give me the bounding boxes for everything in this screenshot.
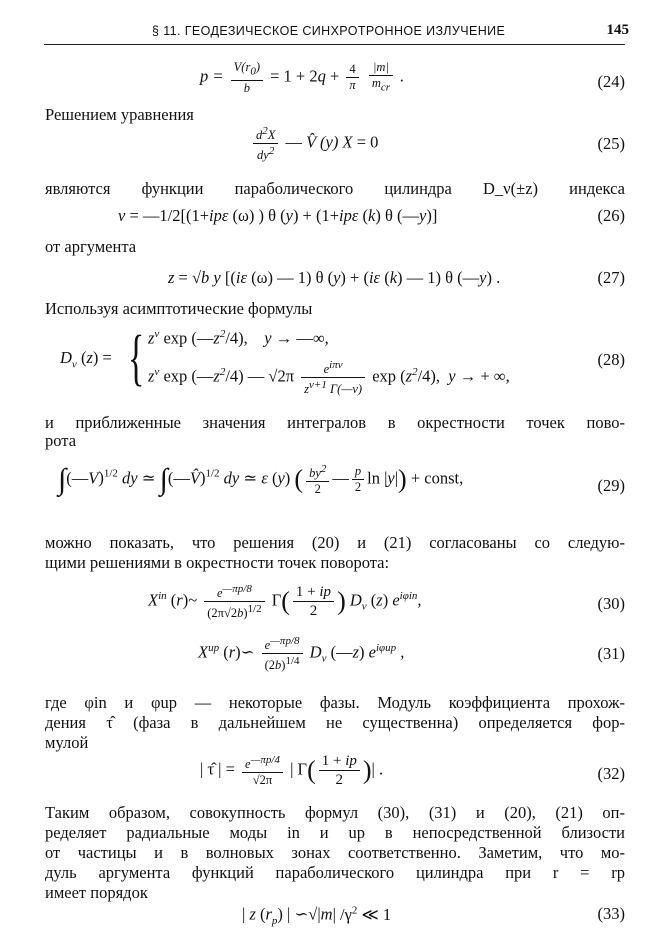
header-title: § 11. ГЕОДЕЗИЧЕСКОЕ СИНХРОТРОННОЕ ИЗЛУЧЕНИЕ (152, 24, 506, 38)
eq-number-25: (25) (597, 134, 625, 153)
equation-32: | τ̂ | = $\frac{e^{—\pi p/4}}{√2\pi}$ | Γ( $\frac{1 + ip}{2}$ )| . (200, 753, 384, 788)
paragraph-text: Таким образом, совокупность формул (30), (31) и (20), (21) оп- (45, 803, 625, 822)
running-header (44, 20, 629, 45)
paragraph-text: щими решениями в окрестности точек поворота: (45, 553, 390, 572)
eq-number-26: (26) (597, 206, 625, 225)
equation-27: z = √b y [(iε (ω) — 1) θ (y) + (iε (k) — 1) θ (—y) . (168, 268, 501, 287)
eq-number-28: (28) (597, 350, 625, 369)
eq-number-24: (24) (597, 72, 625, 91)
equation-26: ν = —1/2[(1+ipε (ω) ) θ (y) + (1+ipε (k) θ (—y)] (118, 206, 438, 225)
eq-number-30: (30) (597, 594, 625, 613)
brace-symbol: { (128, 324, 145, 392)
paragraph-text: где φin и φup — некоторые фазы. Модуль коэффициента прохож- (45, 693, 625, 712)
paragraph-text: дуль аргумента функций параболического цилиндра при r = rp (45, 863, 625, 882)
eq-number-33: (33) (597, 904, 625, 923)
equation-31: $X^{up}$ (r)∽ $\frac{e^{—\pi p/8}}{(2b)^{1/4}}$ $D_\nu$ (—z) $e^{i\varphi up}$ , (198, 635, 405, 673)
page-number: 145 (606, 22, 629, 38)
paragraph-text: Решением уравнения (45, 105, 194, 124)
eq-number-32: (32) (597, 764, 625, 783)
eq-number-27: (27) (597, 268, 625, 287)
paragraph-text: от аргумента (45, 237, 137, 256)
paragraph-text: ределяет радиальные моды in и up в непосредственной близости (45, 823, 625, 842)
paragraph-text: являются функции параболического цилиндра D_ν(±z) индекса (45, 179, 625, 198)
equation-29: ∫(—V)$^{1/2}$ dy ≃ ∫(—V̂)$^{1/2}$ dy ≃ ε (y) ( $\frac{by^2}{2}$ — $\frac{p}{2}$ ln |y|) + const, (58, 462, 464, 497)
paragraph-text: Используя асимптотические формулы (45, 299, 313, 318)
paragraph-text: дения τ̂ (фаза в дальнейшем не существенна) определяется фор- (45, 713, 625, 732)
eq-number-31: (31) (597, 644, 625, 663)
eq-number-29: (29) (597, 476, 625, 495)
equation-24: p = $\frac{V(r_0)}{b}$ = 1 + 2q + $\frac{4}{\pi}$ $\frac{|m|}{m_{cr}}$ . (200, 60, 405, 95)
equation-25: $\frac{d^2X}{dy^2}$ — V̂ (y) X = 0 (250, 124, 378, 163)
paragraph-text: мулой (45, 733, 89, 752)
paragraph-text: можно показать, что решения (20) и (21) согласованы со следую- (45, 533, 625, 552)
paragraph-text: и приближенные значения интегралов в окрестности точек пово- (45, 413, 625, 432)
equation-28-case1: $z^\nu$ $\exp (—z^2/4)$, y → —∞, (148, 328, 329, 348)
equation-30: $X^{in}$ (r)~ $\frac{e^{—\pi p/8}}{(2\pi√2b)^{1/2}}$ Γ( $\frac{1 + ip}{2}$ ) $D_\nu$ (z) $e^{i\varphi in}$, (148, 583, 422, 621)
equation-28-case2: $z^\nu$ $\exp (—z^2/4)$ — √2π $\frac{e^{i\pi\nu}}{z^{\nu+1} \Gamma(—\nu)}$ $\exp (z^2/4)$, y → + ∞, (148, 359, 510, 397)
equation-33: | z $(r_p)$ | ∽√|m| $/\gamma^2$ ≪ 1 (242, 904, 392, 927)
paragraph-text: от частицы и в волновых зонах соответственно. Заметим, что мо- (45, 843, 625, 862)
equation-28-lhs: $D_\nu$ (z) = (60, 348, 112, 371)
paragraph-text: имеет порядок (45, 883, 148, 902)
paragraph-text: рота (45, 431, 77, 450)
